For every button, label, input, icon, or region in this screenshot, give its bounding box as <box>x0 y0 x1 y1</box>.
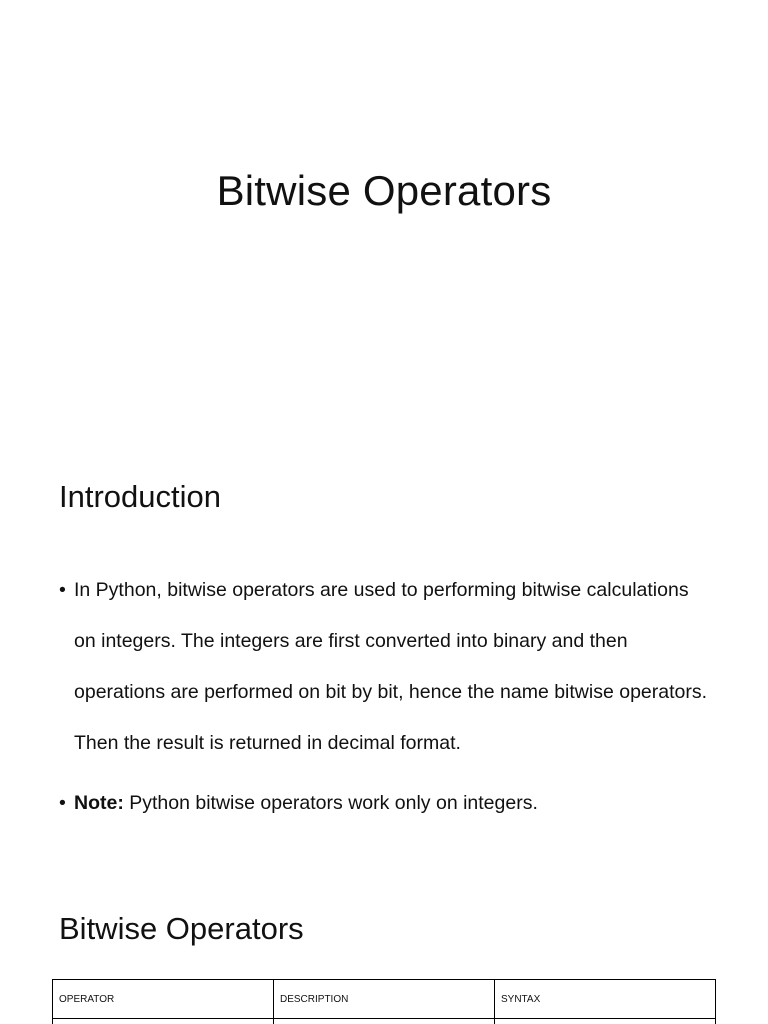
table-cell <box>274 1019 495 1024</box>
page-title: Bitwise Operators <box>216 167 552 214</box>
note-text: Python bitwise operators work only on integers. <box>123 792 538 814</box>
column-header-syntax: SYNTAX <box>495 980 716 1019</box>
table-cell <box>53 1019 274 1024</box>
table-cell <box>495 1019 716 1024</box>
bullet-item-note <box>59 778 709 829</box>
column-header-operator: OPERATOR <box>53 980 274 1019</box>
bullet-text: In Python, bitwise operators are used to performing bitwise calculations on integers. The integers are first converted into binary and then operations are performed on bit by bit, hence the name bitwise operators. Then the result is returned in decimal format. <box>74 579 708 754</box>
bullet-icon: • <box>59 792 66 814</box>
operators-table <box>52 979 716 1024</box>
table-row <box>53 1019 716 1024</box>
column-header-description: DESCRIPTION <box>274 980 495 1019</box>
note-label: Note: <box>74 792 124 814</box>
introduction-heading: Introduction <box>59 479 221 514</box>
bullet-icon: • <box>59 579 66 601</box>
bullet-item <box>59 565 709 769</box>
table-header-row <box>53 980 716 1019</box>
bitwise-operators-heading: Bitwise Operators <box>59 911 304 946</box>
introduction-bullet-list <box>59 565 709 829</box>
